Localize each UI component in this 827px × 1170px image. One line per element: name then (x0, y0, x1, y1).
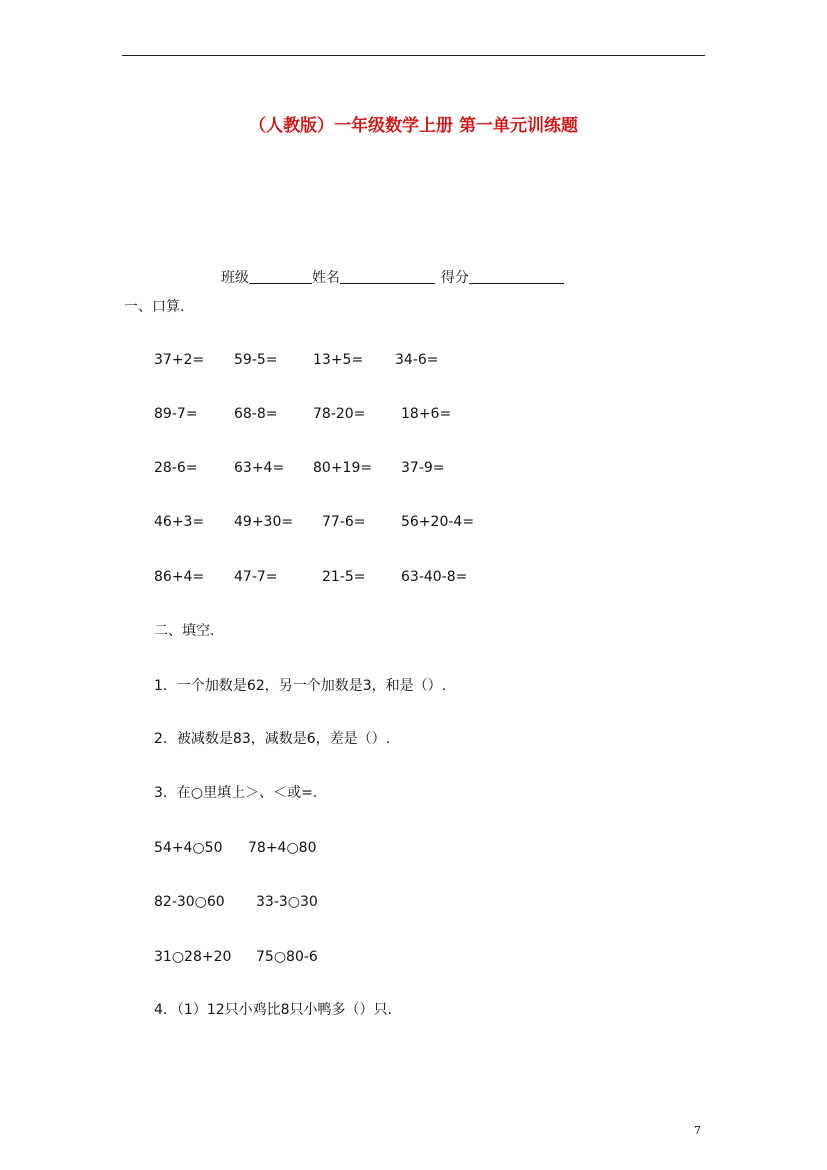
document-title: （人教版）一年级数学上册 第一单元训练题 (249, 116, 578, 136)
math-item: 56+20-4= (401, 514, 475, 530)
score-field[interactable] (469, 268, 564, 284)
math-item: 68-8= (234, 406, 278, 422)
math-item: 63+4= (234, 460, 285, 476)
question-4: 4．（1）12只小鸡比8只小鸭多（）只. (154, 1002, 392, 1018)
math-item: 49+30= (234, 514, 294, 530)
section2-heading: 二、填空. (154, 623, 215, 639)
math-item: 28-6= (154, 460, 198, 476)
compare-item: 82-30○60 (154, 894, 225, 910)
compare-item: 33-3○30 (256, 894, 318, 910)
math-item: 89-7= (154, 406, 198, 422)
page-number: 7 (694, 1124, 701, 1137)
compare-item: 75○80-6 (256, 949, 318, 965)
math-item: 34-6= (395, 352, 439, 368)
question-3: 3．在○里填上＞、＜或=. (154, 785, 318, 801)
math-item: 21-5= (322, 569, 366, 585)
math-item: 18+6= (401, 406, 452, 422)
compare-item: 54+4○50 (154, 840, 223, 856)
question-2: 2．被减数是83，减数是6，差是（）. (154, 731, 391, 747)
math-item: 37+2= (154, 352, 205, 368)
math-item: 86+4= (154, 569, 205, 585)
section1-heading: 一、口算. (124, 299, 185, 315)
score-label: 得分 (440, 270, 469, 286)
math-item: 63-40-8= (401, 569, 468, 585)
info-line (212, 248, 564, 288)
math-item: 59-5= (234, 352, 278, 368)
name-label: 姓名 (311, 270, 340, 286)
class-field[interactable] (249, 268, 312, 284)
math-item: 77-6= (322, 514, 366, 530)
math-item: 78-20= (313, 406, 366, 422)
math-item: 80+19= (313, 460, 373, 476)
math-item: 37-9= (401, 460, 445, 476)
math-item: 47-7= (234, 569, 278, 585)
math-item: 13+5= (313, 352, 364, 368)
name-field[interactable] (340, 268, 435, 284)
question-1: 1．一个加数是62，另一个加数是3，和是（）. (154, 678, 447, 694)
compare-item: 31○28+20 (154, 949, 232, 965)
math-item: 46+3= (154, 514, 205, 530)
class-label: 班级 (220, 270, 249, 286)
compare-item: 78+4○80 (248, 840, 317, 856)
header-rule (122, 55, 705, 56)
